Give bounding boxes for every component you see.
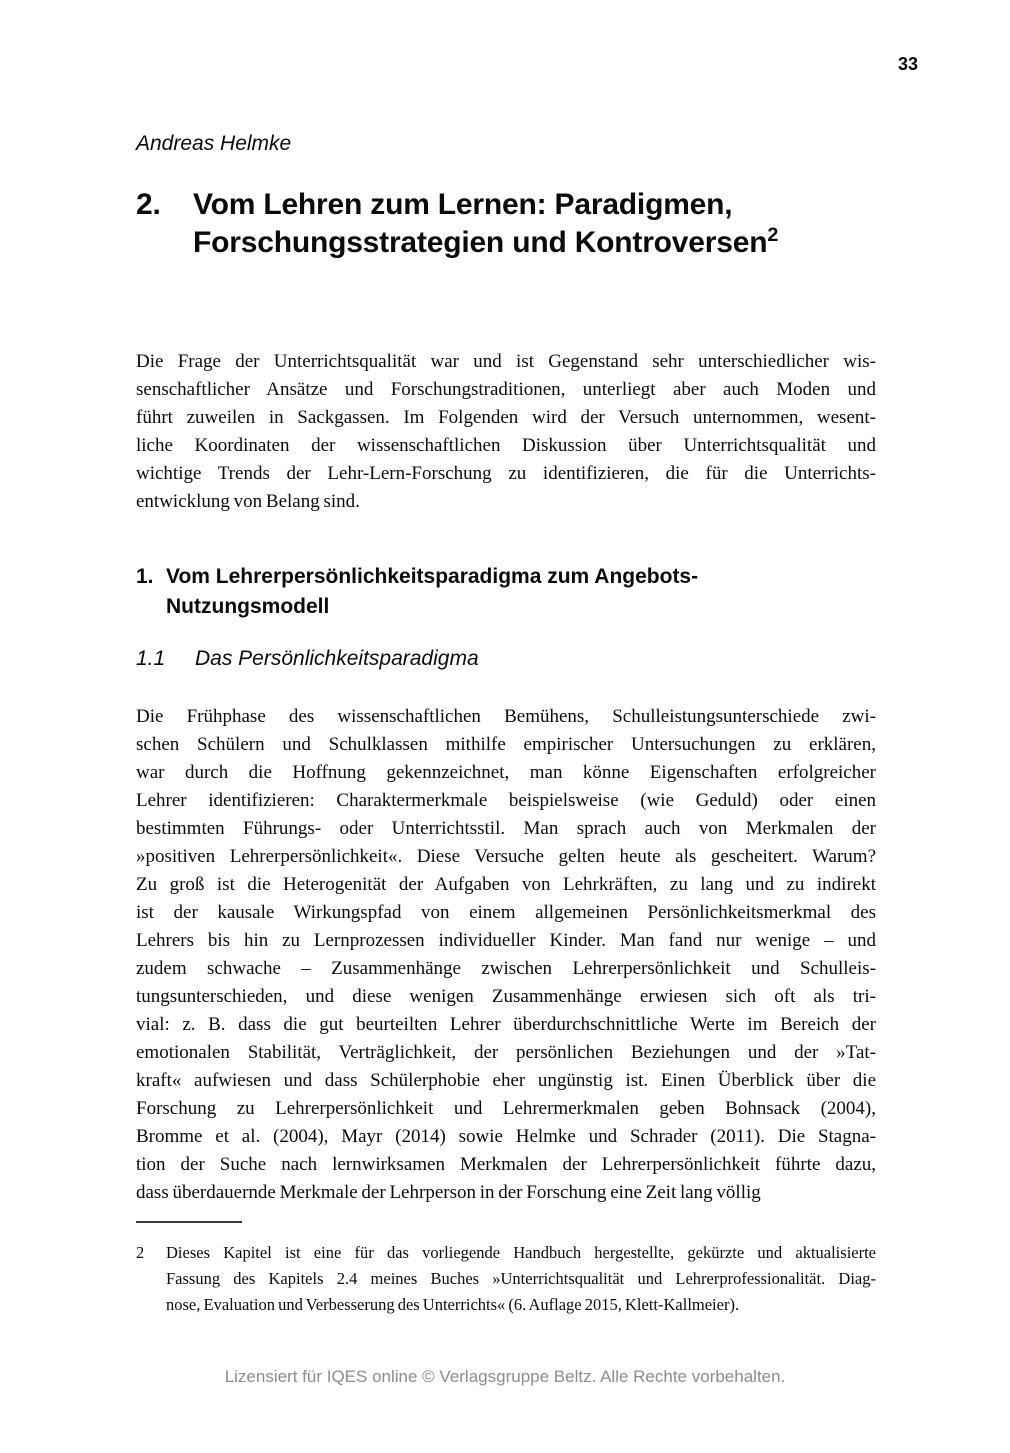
subsection-heading-text: Das Persönlichkeitsparadigma [195,647,479,670]
intro-paragraph: Die Frage der Unterrichtsqualität war und ist Gegenstand sehr unterschiedlicher wis- senschaftlicher Ansätze und Forschungstraditionen, unterliegt aber auch Moden und führt zuweilen in Sackgassen. Im Folgenden wird der Versuch unternommen, wesent- liche Koordinaten der wissenschaftlichen Diskussion über Unterrichtsqualität und wichtige Trends der Lehr-Lern-Forschung zu identifizieren, die für die Unterrichts- entwicklung von Belang sind. [136,351,876,512]
section-heading-1 [136,562,876,622]
subsection-heading-1-1 [136,646,876,672]
page-number: 33 [898,54,919,74]
footnote-separator-rule [136,1221,242,1223]
body-paragraph: Die Frühphase des wissenschaftlichen Bemühens, Schulleistungsunterschiede zwi- schen Schülern und Schulklassen mithilfe empirischer Untersuchungen zu erklären, war durch die Hoffnung gekennzeichnet, man könne Eigenschaften erfolgreicher Lehrer identifizieren: Charaktermerkmale beispielsweise (wie Geduld) oder einen bestimmten Führungs- oder Unterrichtsstil. Man sprach auch von Merkmalen der »positiven Lehrerpersönlichkeit«. Diese Versuche gelten heute als gescheitert. Warum? Zu groß ist die Heterogenität der Aufgaben von Lehrkräften, zu lang und zu indirekt ist der kausale Wirkungspfad von einem allgemeinen Persönlichkeitsmerkmal des Lehrers bis hin zu Lernprozessen individueller Kinder. Man fand nur wenige – und zudem schwache – Zusammenhänge zwischen Lehrerpersönlichkeit und Schulleis- tungsunterschieden, und diese wenigen Zusammenhänge erwiesen sich oft als tri- vial: z. B. dass die gut beurteilten Lehrer überdurchschnittliche Werte im Bereich der emotionalen Stabilität, Verträglichkeit, der persönlichen Beziehungen und der »Tat- kraft« aufwiesen und dass Schülerphobie eher ungünstig ist. Einen Überblick über die Forschung zu Lehrerpersönlichkeit und Lehrermerkmalen geben Bohnsack (2004), Bromme et al. (2004), Mayr (2014) sowie Helmke und Schrader (2011). Die Stagna- tion der Suche nach lernwirksamen Merkmalen der Lehrerpersönlichkeit führte dazu, dass überdauernde Merkmale der Lehrperson in der Forschung eine Zeit lang völlig [136,706,876,1203]
footnote-number: 2 [136,1243,145,1262]
footnote-reference-superscript: 2 [767,224,779,246]
chapter-number: 2. [136,188,161,221]
subsection-number: 1.1 [136,647,166,670]
license-footer: Lizensiert für IQES online © Verlagsgruppe Beltz. Alle Rechte vorbehalten. [224,1367,786,1386]
footnote [136,1240,876,1318]
footnote-text: Dieses Kapitel ist eine für das vorliegende Handbuch hergestellte, gekürzte und aktualisierte Fassung des Kapitels 2.4 meines Buches »Unterrichtsqualität und Lehrerprofessionalität. Diag- nose, Evaluation und Verbesserung des Unterrichts« (6. Auflage 2015, Klett-Kallmeier). [166,1243,876,1314]
chapter-title-text [193,186,778,262]
author-name: Andreas Helmke [136,132,292,155]
section-heading-text: Vom Lehrerpersönlichkeitsparadigma zum Angebots- Nutzungsmodell [166,565,699,618]
chapter-title-line2: Forschungsstrategien und Kontroversen [193,226,768,259]
section-number: 1. [136,565,154,588]
chapter-title-line1: Vom Lehren zum Lernen: Paradigmen, [193,188,733,221]
chapter-title [136,186,896,262]
